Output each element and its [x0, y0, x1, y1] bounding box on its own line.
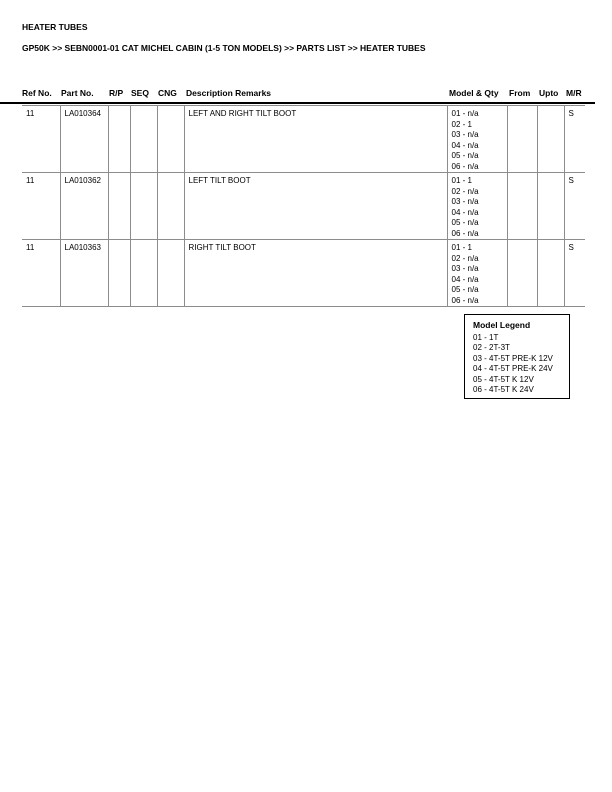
- cell-seq: [130, 173, 157, 240]
- header-description: Description Remarks: [186, 88, 272, 98]
- legend-entry: 02 - 2T-3T: [473, 343, 510, 352]
- cell-description: LEFT AND RIGHT TILT BOOT: [184, 106, 447, 173]
- model-qty-line: 04 - n/a: [451, 274, 479, 284]
- model-qty-line: 06 - n/a: [451, 295, 479, 305]
- cell-upto: [537, 106, 564, 173]
- cell-mr: S: [564, 240, 585, 307]
- model-legend: [464, 314, 570, 399]
- cell-ref-no: 11: [22, 106, 60, 173]
- header-seq: SEQ: [131, 88, 149, 98]
- model-qty-line: 01 - n/a: [451, 109, 479, 118]
- model-qty-line: 03 - n/a: [451, 264, 479, 273]
- breadcrumb: GP50K >> SEBN0001-01 CAT MICHEL CABIN (1-5 TON MODELS) >> PARTS LIST >> HEATER TUBES: [22, 43, 426, 53]
- legend-entry: 03 - 4T-5T PRE-K 12V: [473, 353, 553, 363]
- cell-mr: S: [564, 106, 585, 173]
- cell-upto: [537, 240, 564, 307]
- legend-entry: 01 - 1T: [473, 332, 499, 342]
- header-ref-no: Ref No.: [22, 88, 52, 98]
- cell-cng: [157, 173, 184, 240]
- cell-seq: [130, 106, 157, 173]
- legend-entry: 04 - 4T-5T PRE-K 24V: [473, 364, 553, 373]
- model-qty-line: 01 - 1: [451, 243, 472, 252]
- model-qty-line: 02 - n/a: [451, 253, 479, 263]
- cell-from: [507, 106, 537, 173]
- cell-mr: S: [564, 173, 585, 240]
- model-qty-line: 03 - n/a: [451, 130, 479, 139]
- header-rp: R/P: [109, 88, 124, 98]
- model-qty-line: 04 - n/a: [451, 207, 479, 217]
- cell-ref-no: 11: [22, 173, 60, 240]
- cell-upto: [537, 173, 564, 240]
- legend-entry: 06 - 4T-5T K 24V: [473, 385, 534, 394]
- model-qty-line: 04 - n/a: [451, 140, 479, 150]
- cell-from: [507, 173, 537, 240]
- cell-cng: [157, 106, 184, 173]
- parts-table: [22, 105, 585, 307]
- cell-rp: [108, 106, 130, 173]
- model-qty-line: 02 - 1: [451, 119, 472, 129]
- model-qty-line: 03 - n/a: [451, 197, 479, 206]
- model-qty-line: 05 - n/a: [451, 151, 479, 160]
- header-divider: [0, 102, 595, 104]
- cell-part-no: LA010362: [60, 173, 108, 240]
- table-row: [22, 240, 585, 307]
- cell-from: [507, 240, 537, 307]
- header-part-no: Part No.: [61, 88, 94, 98]
- cell-ref-no: 11: [22, 240, 60, 307]
- model-qty-line: 05 - n/a: [451, 218, 479, 227]
- cell-description: LEFT TILT BOOT: [184, 173, 447, 240]
- table-row: [22, 106, 585, 173]
- cell-rp: [108, 173, 130, 240]
- legend-title: Model Legend: [473, 320, 531, 330]
- cell-model-qty: [447, 173, 507, 240]
- table-row: [22, 173, 585, 240]
- model-qty-line: 02 - n/a: [451, 186, 479, 196]
- table-header: [0, 88, 612, 100]
- legend-entry: 05 - 4T-5T K 12V: [473, 374, 534, 384]
- header-upto: Upto: [539, 88, 559, 98]
- header-cng: CNG: [158, 88, 177, 98]
- cell-part-no: LA010364: [60, 106, 108, 173]
- cell-part-no: LA010363: [60, 240, 108, 307]
- model-qty-line: 06 - n/a: [451, 161, 479, 171]
- cell-cng: [157, 240, 184, 307]
- header-from: From: [509, 88, 531, 98]
- header-mr: M/R: [566, 88, 582, 98]
- model-qty-line: 01 - 1: [451, 176, 472, 185]
- cell-description: RIGHT TILT BOOT: [184, 240, 447, 307]
- cell-model-qty: [447, 106, 507, 173]
- cell-rp: [108, 240, 130, 307]
- header-model-qty: Model & Qty: [449, 88, 499, 98]
- cell-seq: [130, 240, 157, 307]
- page-title: HEATER TUBES: [22, 22, 88, 32]
- cell-model-qty: [447, 240, 507, 307]
- model-qty-line: 06 - n/a: [451, 228, 479, 238]
- legend-entries: [473, 333, 569, 396]
- model-qty-line: 05 - n/a: [451, 285, 479, 294]
